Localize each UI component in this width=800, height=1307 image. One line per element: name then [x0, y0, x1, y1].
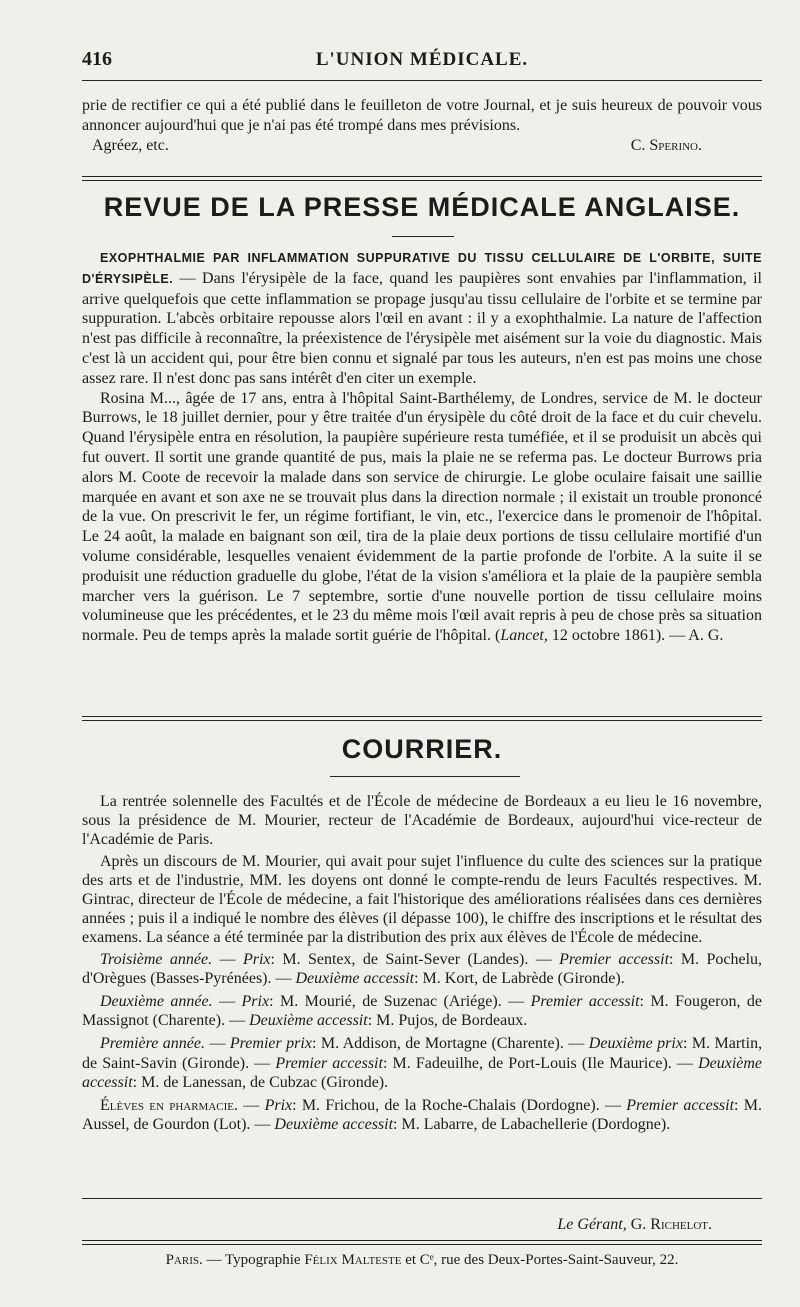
revue-title: REVUE DE LA PRESSE MÉDICALE ANGLAISE. [103, 192, 741, 222]
prize-label: Prix [241, 993, 270, 1011]
imprint-name: Félix Malteste [304, 1252, 402, 1268]
accessit-label: Deuxième accessit [274, 1116, 394, 1134]
prize-label: Premier prix [229, 1035, 312, 1053]
prize-list-item: Deuxième année. — Prix: M. Mourié, de Suzenac (Ariége). — Premier accessit: M. Fougeron, de Massignot (Charente). — Deuxième accessit: M. Pujos, de Bordeaux. [82, 993, 763, 1030]
intro-letter [82, 96, 762, 156]
section-rule-2b [82, 720, 762, 721]
accessit-winner: : M. Kort, de Labrède (Gironde). [414, 969, 625, 987]
courrier-body [82, 792, 762, 1134]
footer-rule [82, 1198, 762, 1199]
page-number: 416 [82, 48, 112, 70]
accessit-winner: : M. Pochelu, d'Orègues (Basses-Pyrénées). — [82, 950, 763, 987]
courrier-p2: Après un discours de M. Mourier, qui avait pour sujet l'influence du culte des sciences sur la pratique des arts et de l'industrie, MM. les doyens ont donné le compte-rendu de leurs Facultés respectives. M. Gintrac, directeur de l'École de médecine, a fait l'historique des améliorations réalisées dans ces dernières années ; puis il a indiqué le nombre des élèves (il dépasse 100), le chiffre des inscriptions et le résultat des examens. La séance a été terminée par la distribution des prix aux élèves de l'École de médecine. [82, 852, 762, 947]
accessit-label: Premier accessit [559, 950, 670, 968]
page-header [82, 48, 762, 74]
prize-list-item: Première année. — Premier prix: M. Addison, de Mortagne (Charente). — Deuxième prix: M. Martin, de Saint-Savin (Gironde). — Premier accessit: M. Fadeuilhe, de Port-Louis (Ile Maurice). — Deuxième accessit: M. de Lanessan, de Cubzac (Gironde). [82, 1035, 763, 1091]
accessit-label: Deuxième accessit [249, 1012, 368, 1030]
accessit-winner: : M. Fougeron, de Massignot (Charente). — [82, 993, 763, 1030]
article-source-tail: 12 octobre 1861). — A. G. [551, 627, 724, 645]
article-source: Lancet, [500, 627, 548, 645]
section-rule-1a [82, 176, 762, 177]
prize-year: Deuxième année. [100, 993, 213, 1011]
imprint-tail: et Cᵉ, rue des Deux-Portes-Saint-Sauveur, 22. [405, 1252, 679, 1268]
courrier-title-rule [330, 776, 520, 777]
accessit-label: Deuxième accessit [295, 969, 415, 987]
accessit-winner: : M. Labarre, de Labachellerie (Dordogne). [393, 1116, 671, 1134]
prize-label: Prix [264, 1097, 293, 1115]
accessit-winner: : M. Aussel, de Gourdon (Lot). — [82, 1097, 762, 1134]
running-title: L'UNION MÉDICALE. [315, 49, 529, 70]
gerant-label: Le Gérant, [557, 1216, 627, 1233]
article-p1: — Dans l'érysipèle de la face, quand les paupières sont envahies par l'inflammation, il arrive quelquefois que cette inflammation se propage jusqu'au tissu cellulaire de l'orbite et se termine par suppuration. L'abcès orbitaire repousse alors l'œil en avant : il y a exophthalmie. La nature de l'affection n'est pas difficile à reconnaître, la préexistence de l'érysipèle met aisément sur la voie du diagnostic. Mais c'est là un accident qui, pour être bien connu et signalé par tous les auteurs, n'en est pas moins une chose assez rare. Il n'est donc pas sans intérêt d'en citer un exemple. [82, 269, 762, 387]
accessit-label: Deuxième prix [588, 1035, 683, 1053]
article-p2: Rosina M..., âgée de 17 ans, entra à l'hôpital Saint-Barthélemy, de Londres, service de M. le docteur Burrows, le 18 juillet dernier, pour y être traitée d'un érysipèle du côté droit de la face et du cuir chevelu. Quand l'érysipèle entra en résolution, la paupière supérieure resta tuméfiée, et il se produisit un abcès qui fut ouvert. Il sortit une grande quantité de pus, mais la plaie ne se referma pas. Le docteur Burrows pria alors M. Coote de recevoir la malade dans son service de chirurgie. Le globe oculaire faisait une saillie marquée en avant et son axe ne se trouvait plus dans la direction normale ; il existait un trouble prononcé de la vue. On prescrivit le fer, un régime fortifiant, le vin, etc., l'exercice dans le promenoir de l'hôpital. Le 24 août, la malade en baignant son œil, tira de la plaie deux portions de tissu cellulaire mortifié d'un volume considérable, lesquelles venaient évidemment de la partie profonde de l'orbite. A la suite il se produisit une réduction graduelle du globe, l'état de la vision s'améliora et la plaie de la paupière sembla marcher vers la guérison. Le 7 septembre, sortie d'une nouvelle portion de tissu cellulaire moins volumineuse que les précédentes, et le 23 du même mois l'œil avait repris à peu de chose près sa situation normale. Peu de temps après la malade sortit guérie de l'hôpital. [82, 389, 762, 645]
accessit-label: Premier accessit [626, 1097, 735, 1115]
gerant-name: G. Richelot. [630, 1216, 712, 1233]
section-rule-1b [82, 180, 762, 181]
revue-title-rule [392, 236, 454, 237]
imprint-mid: — Typographie [206, 1252, 301, 1268]
gerant-line [82, 1216, 712, 1234]
courrier-p1: La rentrée solennelle des Facultés et de l'École de médecine de Bordeaux a eu lieu le 16 novembre, sous la présidence de M. Mourier, recteur de l'Académie de Bordeaux, aujourd'hui vice-recteur de l'Académie de Paris. [82, 793, 762, 849]
prize-label: Prix [242, 950, 271, 968]
prize-winner: : M. Addison, de Mortagne (Charente). — [311, 1035, 585, 1053]
accessit-label: Premier accessit [275, 1054, 383, 1072]
accessit-winner: : M. de Lanessan, de Cubzac (Gironde). [132, 1073, 389, 1091]
prize-year: Élèves en pharmacie. [100, 1097, 238, 1115]
prize-winner: : M. Mourié, de Suzenac (Ariége). — [269, 993, 525, 1011]
prize-list-item: Élèves en pharmacie. — Prix: M. Frichou, de la Roche-Chalais (Dordogne). — Premier accessit: M. Aussel, de Gourdon (Lot). — Deuxième accessit: M. Labarre, de Labachellerie (Dordogne). [82, 1097, 762, 1134]
intro-signature: C. Sperino. [630, 137, 702, 154]
accessit-winner: : M. Martin, de Saint-Savin (Gironde). — [82, 1035, 763, 1072]
accessit-label: Premier accessit [530, 993, 640, 1011]
intro-text: prie de rectifier ce qui a été publié dans le feuilleton de votre Journal, et je suis heureux de pouvoir vous annoncer aujourd'hui que je n'ai pas été trompé dans mes prévisions. [82, 97, 762, 134]
courrier-title: COURRIER. [341, 734, 503, 764]
accessit-winner: : M. Pujos, de Bordeaux. [367, 1012, 528, 1030]
imprint-city: Paris. [165, 1252, 203, 1268]
prize-year: Troisième année. [100, 950, 213, 968]
article-heading: EXOPHTHALMIE PAR INFLAMMATION SUPPURATIVE DU TISSU CELLULAIRE DE L'ORBITE, SUITE D'ÉRYSIPÈLE. [82, 251, 762, 286]
accessit-winner: : M. Fadeuilhe, de Port-Louis (Ile Maurice). — [382, 1054, 693, 1072]
intro-signature-line [82, 136, 762, 156]
imprint-line [82, 1252, 762, 1269]
imprint-rule-a [82, 1240, 762, 1241]
prize-winner: : M. Frichou, de la Roche-Chalais (Dordogne). — [292, 1097, 621, 1115]
revue-article: EXOPHTHALMIE PAR INFLAMMATION SUPPURATIVE DU TISSU CELLULAIRE DE L'ORBITE, SUITE D'ÉRYSIPÈLE. — Dans l'érysipèle de la face, quand les paupières sont envahies par l'inflammation, il arrive quelquefois que cette inflammation se propage jusqu'au tissu cellulaire de l'orbite et se termine par suppuration. L'abcès orbitaire repousse alors l'œil en avant : il y a exophthalmie. La nature de l'affection n'est pas difficile à reconnaître, la préexistence de l'érysipèle met aisément sur la voie du diagnostic. Mais c'est là un accident qui, pour être bien connu et signalé par tous les auteurs, n'en est pas moins une chose assez rare. Il n'est donc pas sans intérêt d'en citer un exemple. Rosina M..., âgée de 17 ans, entra à l'hôpital Saint-Barthélemy, de Londres, service de M. le docteur Burrows, le 18 juillet dernier, pour y être traitée d'un érysipèle du côté droit de la face et du cuir chevelu. Quand l'érysipèle entra en résolution, la paupière supérieure resta tuméfiée, et il se produisit un abcès qui fut ouvert. Il sortit une grande quantité de pus, mais la plaie ne se referma pas. Le docteur Burrows pria alors M. Coote de recevoir la malade dans son service de chirurgie. Le globe oculaire faisait une saillie marquée en avant et son axe ne se trouvait plus dans la direction normale ; il existait un trouble prononcé de la vue. On prescrivit le fer, un régime fortifiant, le vin, etc., l'exercice dans le promenoir de l'hôpital. Le 24 août, la malade en baignant son œil, tira de la plaie deux portions de tissu cellulaire mortifié d'un volume considérable, lesquelles venaient évidemment de la partie profonde de l'orbite. A la suite il se produisit une réduction graduelle du globe, l'état de la vision s'améliora et la plaie de la paupière sembla marcher vers la guérison. Le 7 septembre, sortie d'une nouvelle portion de tissu cellulaire moins volumineuse que les précédentes, et le 23 du même mois l'œil avait repris à peu de chose près sa situation normale. Peu de temps après la malade sortit guérie de l'hôpital. (Lancet, 12 octobre 1861). — A. G. [82, 251, 762, 645]
prize-winner: : M. Sentex, de Saint-Sever (Landes). — [270, 950, 552, 968]
prize-year: Première année. [100, 1035, 205, 1053]
header-rule [82, 80, 762, 81]
prize-list-item: Troisième année. — Prix: M. Sentex, de Saint-Sever (Landes). — Premier accessit: M. Pochelu, d'Orègues (Basses-Pyrénées). — Deuxième accessit: M. Kort, de Labrède (Gironde). [82, 950, 763, 987]
imprint-rule-b [82, 1244, 762, 1245]
section-rule-2a [82, 716, 762, 717]
accessit-label: Deuxième accessit [82, 1054, 763, 1091]
intro-closing: Agréez, etc. [92, 137, 169, 154]
